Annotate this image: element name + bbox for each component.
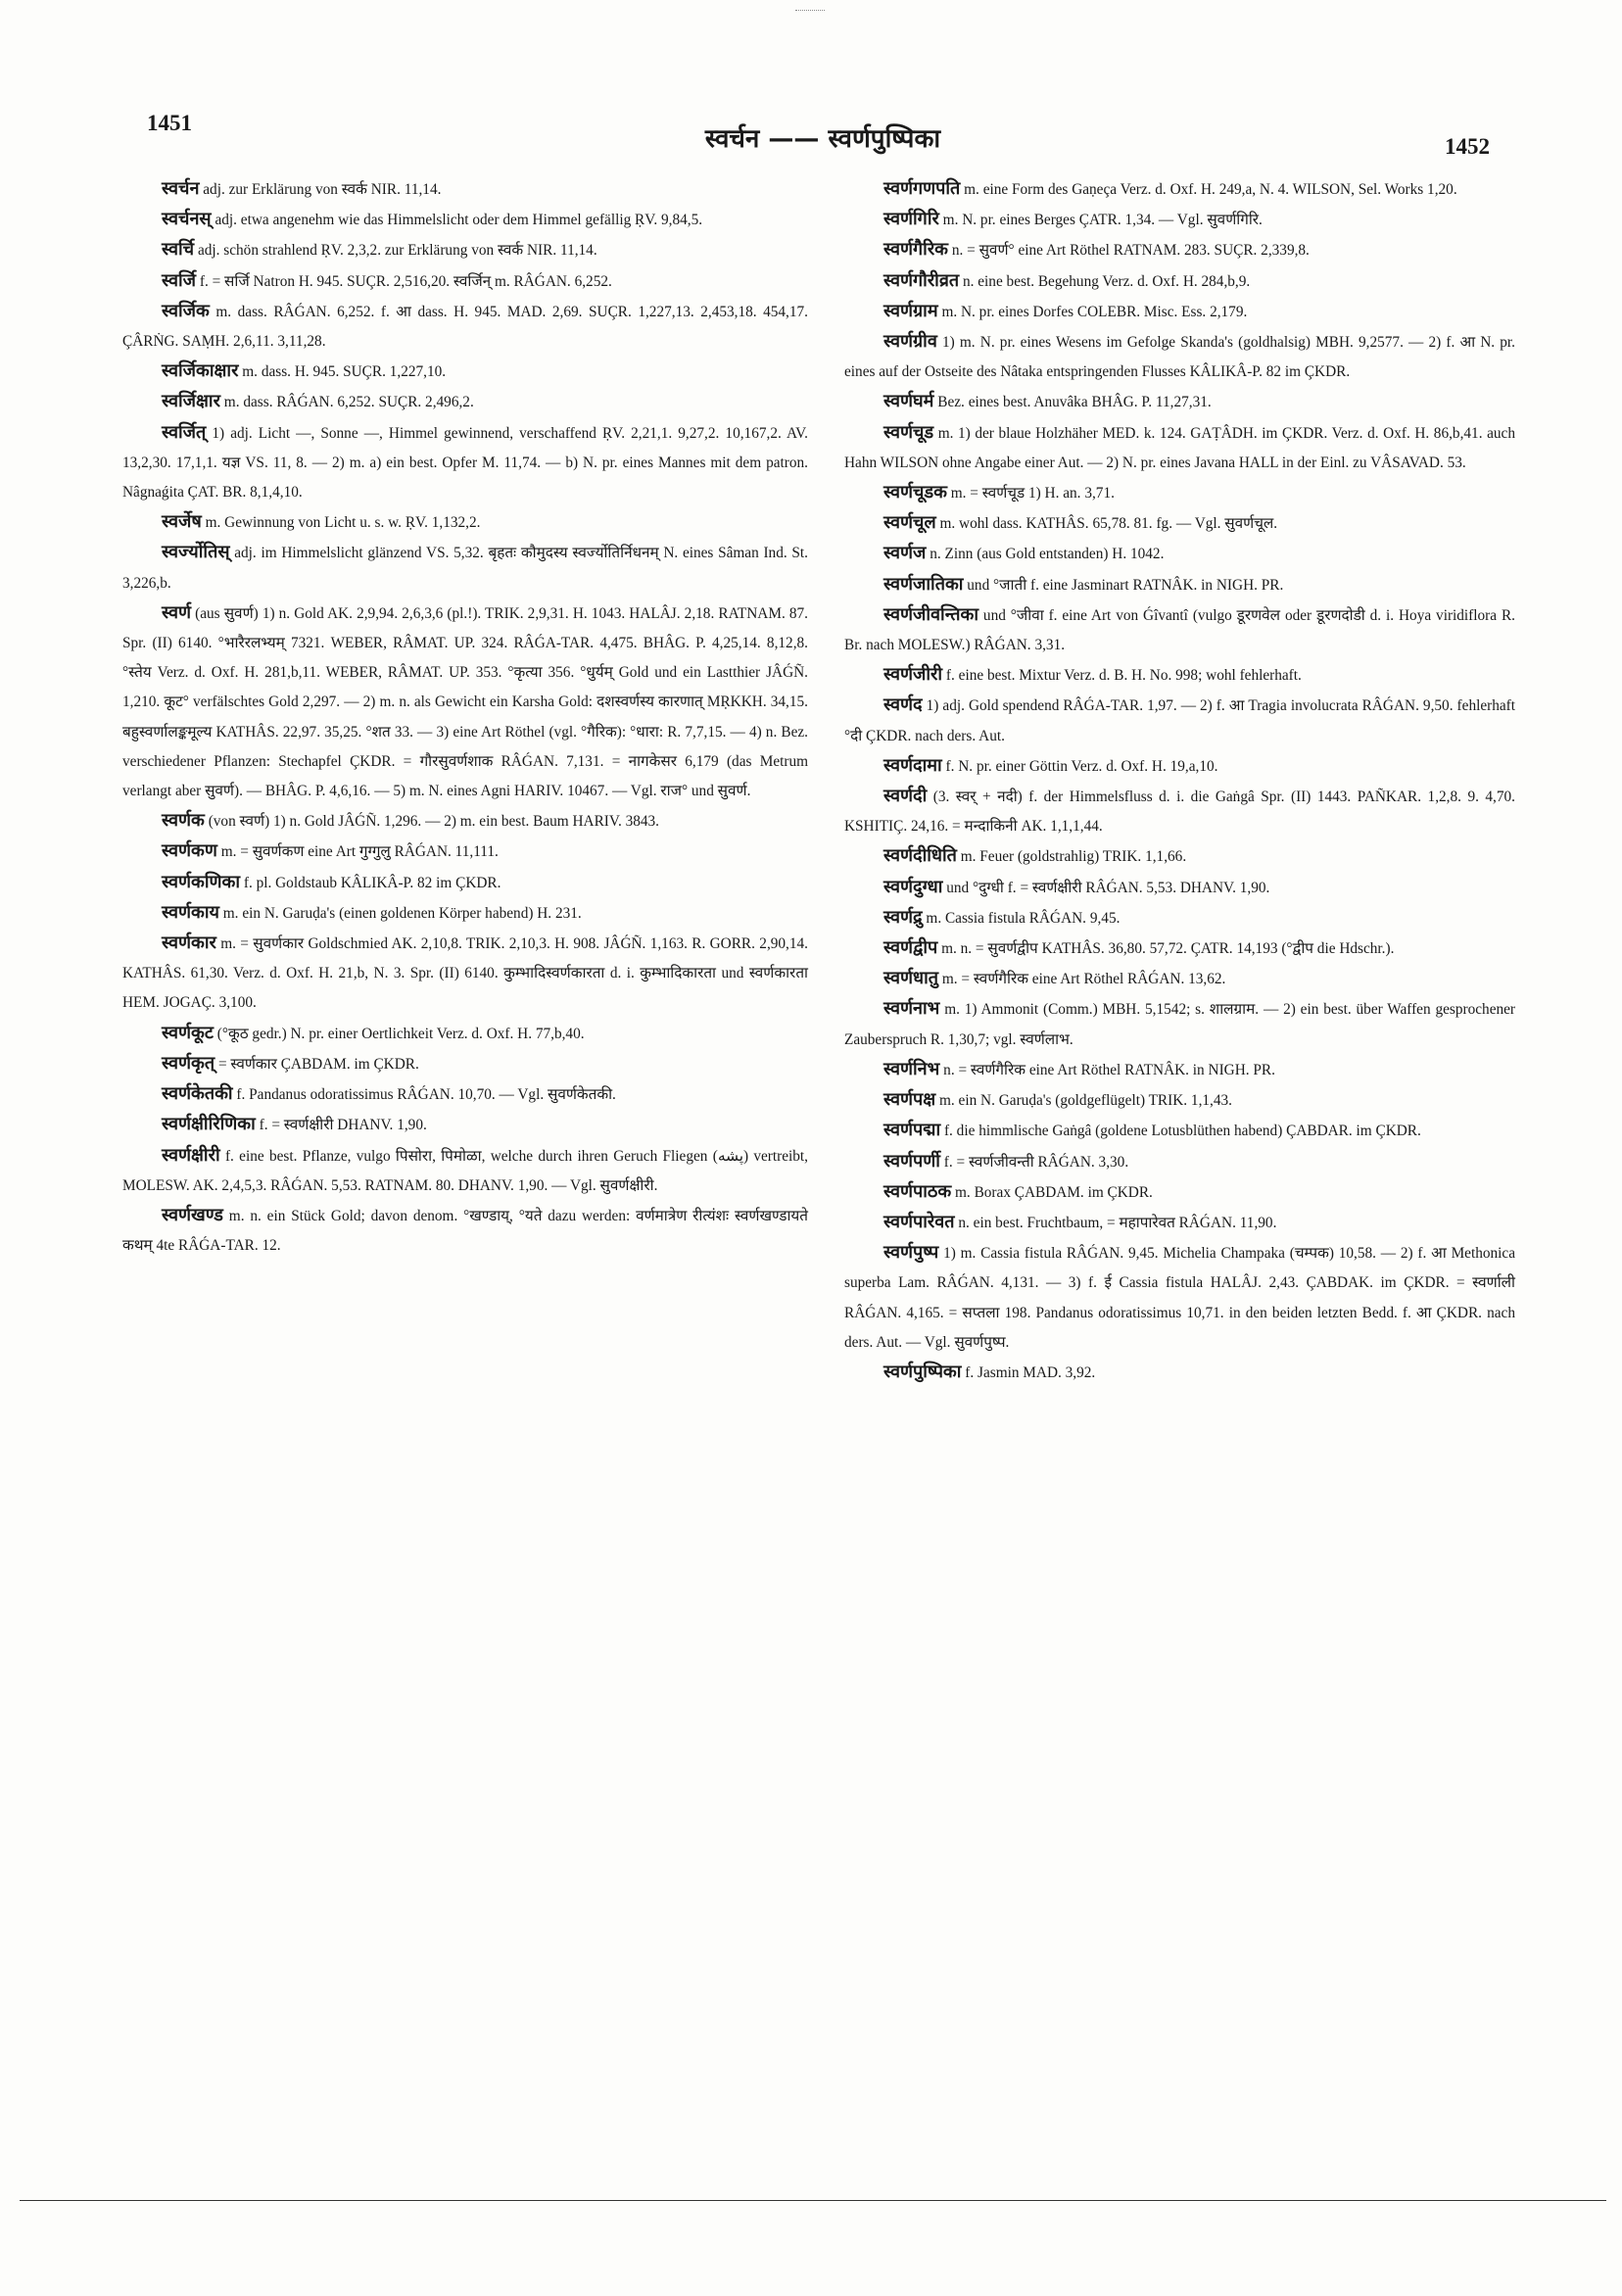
entry-definition: 1) adj. Licht —, Sonne —, Himmel gewinnend, verschaffend ṚV. 2,21,1. 9,27,2. 10,167,2. AV. 13,2,30. 17,1,1. यज्ञ VS. 11, 8. — 2) m. a) ein best. Opfer M. 11,74. — b) N. pr. eines Mannes mit dem patron. Nâgnaǵita ÇAT. BR. 8,1,4,10. [122,424,809,502]
entry-headword: स्वर्जेष [162,511,202,533]
entry-headword: स्वर्णदुग्धा [883,876,943,897]
entry-definition: m. Feuer (goldstrahlig) TRIK. 1,1,66. [960,848,1187,866]
entry-definition: und °जाती f. eine Jasminart RATNÂK. in NIGH. PR. [967,576,1284,594]
left-column [122,174,808,1261]
entry-headword: स्वर्णज [883,543,927,564]
entry-headword: स्वर्णग्रीव [883,331,937,353]
entry-definition: und °जीवा f. eine Art von Ǵîvantî (vulgo डूरणवेल oder डूरणदोडी d. i. Hoya viridiflora R. Br. nach MOLESW.) RÂǴAN. 3,31. [844,606,1515,654]
entry-headword: स्वर्णपुष्पिका [883,1361,962,1382]
entry-headword: स्वर्णजातिका [883,573,964,595]
entry-definition: f. die himmlische Gaṅgâ (goldene Lotusblüthen habend) ÇABDAR. im ÇKDR. [943,1123,1421,1140]
dictionary-entry [122,837,808,867]
entry-headword: स्वर्ज्योतिस् [162,542,230,563]
entry-headword: स्वर्जिक [162,300,210,321]
dictionary-entry [844,751,1515,782]
dictionary-entry [844,600,1515,660]
entry-headword: स्वर्णपर्णी [883,1150,940,1172]
entry-definition: f. = सर्जि Natron H. 945. SUÇR. 2,516,20. स्वर्जिन् m. RÂǴAN. 6,252. [199,272,612,290]
entry-definition: f. = स्वर्णजीवन्ती RÂǴAN. 3,30. [943,1153,1129,1171]
entry-headword: स्वर्णपद्मा [883,1120,941,1141]
entry-definition: adj. im Himmelslicht glänzend VS. 5,32. बृहतः कौमुदस्य स्वर्ज्योतिर्निधनम् N. eines Sâman Ind. St. 3,226,b. [122,545,808,592]
entry-headword: स्वर्णदामा [883,754,942,776]
entry-headword: स्वर्णगिरि [883,209,939,230]
dictionary-entry [122,507,808,538]
entry-headword: स्वर्णपुष्प [883,1242,939,1264]
entry-definition: m. = सुवर्णकण eine Art गुग्गुलु RÂǴAN. 11,111. [220,843,499,861]
entry-headword: स्वर्णजीवन्तिका [883,603,979,625]
dictionary-entry [844,387,1515,417]
entry-headword: स्वर्णद [883,694,923,716]
entry-definition: n. = स्वर्णगैरिक eine Art Röthel RATNÂK. in NIGH. PR. [943,1061,1275,1078]
entry-definition: (3. स्वर् + नदी) f. der Himmelsfluss d. i. die Gaṅgâ Spr. (II) 1443. PAÑKAR. 1,2,8. 9. 4,70. KSHITIÇ. 24,16. = मन्दाकिनी AK. 1,1,1,44. [844,789,1515,836]
footer-rule [20,2200,1606,2201]
dictionary-entry [122,1019,808,1049]
running-title: स्वर्चन —— स्वर्णपुष्पिका [704,124,941,154]
dictionary-entry [122,266,808,297]
dictionary-entry [844,478,1515,508]
dictionary-entry [122,898,808,929]
dictionary-entry [122,205,808,235]
entry-headword: स्वर्णकाय [162,901,219,923]
entry-definition: f. Pandanus odoratissimus RÂǴAN. 10,70. — Vgl. सुवर्णकेतकी. [236,1086,616,1104]
entry-definition: m. n. ein Stück Gold; davon denom. °खण्डाय्, °यते dazu werden: वर्णमात्रेण रीत्यंशः स्वर्णखण्डायते कथम् 4te RÂǴA-TAR. 12. [122,1207,809,1255]
right-column [844,174,1515,1388]
entry-definition: n. = सुवर्ण° eine Art Röthel RATNAM. 283. SUÇR. 2,339,8. [951,242,1310,260]
entry-definition: m. N. pr. eines Dorfes COLEBR. Misc. Ess. 2,179. [941,303,1248,320]
entry-headword: स्वर्णचूडक [883,482,947,503]
entry-headword: स्वर्णक [162,810,205,832]
entry-headword: स्वर्णग्राम [883,300,938,321]
entry-headword: स्वर्णघर्म [883,391,934,412]
page-number-right: 1452 [1445,134,1490,159]
dictionary-entry [844,933,1515,964]
entry-definition: adj. schön strahlend ṚV. 2,3,2. zur Erklärung von स्वर्क NIR. 11,14. [197,242,597,260]
dictionary-entry [844,508,1515,539]
entry-definition: m. = स्वर्णगैरिक eine Art Röthel RÂǴAN. 13,62. [941,971,1226,988]
entry-headword: स्वर्णक्षीरी [162,1144,220,1166]
entry-definition: m. dass. H. 945. SUÇR. 1,227,10. [242,363,447,381]
entry-headword: स्वर्णपारेवत [883,1211,955,1232]
dictionary-entry [844,327,1515,387]
entry-definition: m. = स्वर्णचूड 1) H. an. 3,71. [950,485,1115,502]
entry-headword: स्वर्णगौरीव्रत [883,269,960,291]
dictionary-entry [844,235,1515,265]
entry-headword: स्वर्णचूड [883,421,934,443]
dictionary-entry [844,1238,1515,1358]
entry-headword: स्वर्णखण्ड [162,1204,223,1225]
entry-definition: f. eine best. Mixtur Verz. d. B. H. No. 998; wohl fehlerhaft. [945,667,1302,685]
entry-definition: f. eine best. Pflanze, vulgo पिसोरा, पिमोळा, welche durch ihren Geruch Fliegen (پشه) vertreibt, MOLESW. AK. 2,4,5,3. RÂǴAN. 5,53. RATNAM. 80. DHANV. 1,90. — Vgl. सुवर्णक्षीरी. [122,1147,808,1194]
entry-definition: m. n. = सुवर्णद्वीप KATHÂS. 36,80. 57,72. ÇATR. 14,193 (°द्वीप die Hdschr.). [941,940,1395,958]
page-number-left: 1451 [147,111,192,135]
entry-headword: स्वर्णगैरिक [883,239,949,261]
dictionary-entry [122,538,808,598]
entry-definition: m. dass. RÂǴAN. 6,252. f. आ dass. H. 945. MAD. 2,69. SUÇR. 1,227,13. 2,453,18. 454,17. ÇÂRṄG. SAṂH. 2,6,11. 3,11,28. [122,303,808,351]
entry-headword: स्वर्णजीरी [883,664,943,686]
entry-definition: f. Jasmin MAD. 3,92. [965,1363,1096,1381]
entry-headword: स्वर्णकणिका [162,871,241,892]
entry-definition: (°कूठ gedr.) N. pr. einer Oertlichkeit Verz. d. Oxf. H. 77,b,40. [216,1025,585,1042]
entry-definition: n. ein best. Fruchtbaum, = महापारेवत RÂǴAN. 11,90. [958,1214,1277,1231]
dictionary-entry [122,929,808,1019]
entry-definition: f. N. pr. einer Göttin Verz. d. Oxf. H. 19,a,10. [945,757,1218,775]
entry-headword: स्वर्णकण [162,840,217,862]
entry-headword: स्वर्ण [162,601,192,623]
entry-headword: स्वर्जि [162,269,197,291]
entry-definition: m. 1) der blaue Holzhäher MED. k. 124. GAṬÂDH. im ÇKDR. Verz. d. Oxf. H. 86,b,41. auch Hahn WILSON ohne Angabe einer Aut. — 2) N. pr. eines Javana HALL in der Einl. zu VÂSAVAD. 53. [844,424,1515,471]
entry-headword: स्वर्णनाभ [883,998,940,1020]
dictionary-entry [122,598,808,806]
dictionary-entry [122,806,808,837]
entry-definition: (aus सुवर्ण) 1) n. Gold AK. 2,9,94. 2,6,3,6 (pl.!). TRIK. 2,9,31. H. 1043. HALÂJ. 2,18. RATNAM. 87. Spr. (II) 6140. °भारैरलभ्यम् 7321. WEBER, RÂMAT. UP. 324. RÂǴA-TAR. 4,475. BHÂG. P. 4,25,14. 8,12,8. °स्तेय Verz. d. Oxf. H. 281,b,11. WEBER, RÂMAT. UP. 353. °कृत्या 356. °धुर्यम् Gold und ein Lastthier JÂǴÑ. 1,210. कूट° verfälschtes Gold 2,297. — 2) m. n. als Gewicht ein Karsha Gold: दशस्वर्णस्य कारणात् MṚKKH. 34,15. बहुस्वर्णालङ्कमूल्य KATHÂS. 22,97. 35,25. °शत 33. — 3) eine Art Röthel (vgl. °गैरिक): °धारा: R. 7,7,15. — 4) n. Bez. verschiedener Pflanzen: Stechapfel ÇKDR. = गौरसुवर्णशाक RÂǴAN. 7,131. = नागकेसर 6,179 (das Metrum verlangt aber सुवर्ण). — BHÂG. P. 4,6,16. — 5) m. N. eines Agni HARIV. 10467. — Vgl. राज° und सुवर्ण. [122,604,808,800]
entry-definition: m. 1) Ammonit (Comm.) MBH. 5,1542; s. शालग्राम. — 2) ein best. über Waffen gesprochener Zauberspruch R. 1,30,7; vgl. स्वर्णलाभ. [844,1001,1516,1048]
entry-headword: स्वर्चन [162,178,200,199]
entry-headword: स्वर्णकेतकी [162,1083,233,1105]
entry-headword: स्वर्णधातु [883,968,939,989]
entry-headword: स्वर्जिकाक्षार [162,360,239,382]
dictionary-entry [844,873,1515,903]
entry-headword: स्वर्चि [162,239,195,261]
dictionary-entry [844,1147,1515,1177]
entry-definition: m. eine Form des Gaṇeça Verz. d. Oxf. H. 249,a, N. 4. WILSON, Sel. Works 1,20. [964,181,1457,198]
dictionary-entry [844,903,1515,933]
entry-definition: m. ein N. Garuḍa's (goldgeflügelt) TRIK. 1,1,43. [938,1092,1232,1110]
entry-headword: स्वर्णचूल [883,512,936,534]
dictionary-entry [122,868,808,898]
entry-definition: m. = सुवर्णकार Goldschmied AK. 2,10,8. TRIK. 2,10,3. H. 908. JÂǴÑ. 1,163. R. GORR. 2,90,14. KATHÂS. 61,30. Verz. d. Oxf. H. 21,b, N. 3. Spr. (II) 6140. कुम्भादिस्वर्णकारता d. i. कुम्भादिकारता und स्वर्णकारता HEM. JOGAÇ. 3,100. [122,935,809,1012]
dictionary-entry [844,691,1515,750]
entry-definition: n. Zinn (aus Gold entstanden) H. 1042. [930,546,1165,563]
entry-headword: स्वर्णगणपति [883,178,961,199]
entry-headword: स्वर्णकूट [162,1022,214,1043]
dictionary-entry [844,539,1515,569]
dictionary-entry [122,357,808,387]
entry-definition: m. ein N. Garuḍa's (einen goldenen Körper habend) H. 231. [222,904,582,922]
dictionary-entry [844,1085,1515,1116]
entry-headword: स्वर्णक्षीरिणिका [162,1114,256,1135]
dictionary-entry [122,1201,808,1261]
entry-headword: स्वर्णपक्ष [883,1089,936,1111]
dictionary-entry [122,1049,808,1079]
entry-definition: 1) m. Cassia fistula RÂǴAN. 9,45. Michelia Champaka (चम्पक) 10,58. — 2) f. आ Methonica superba Lam. RÂǴAN. 4,131. — 3) f. ई Cassia fistula HALÂJ. 2,43. ÇABDAK. im ÇKDR. = स्वर्णाली RÂǴAN. 4,165. = सप्तला 198. Pandanus odoratissimus 10,71. in den beiden letzten Bedd. f. आ ÇKDR. nach ders. Aut. — Vgl. सुवर्णपुष्प. [844,1245,1515,1351]
dictionary-entry [844,418,1515,478]
dictionary-entry [844,1055,1515,1085]
entry-definition: 1) m. N. pr. eines Wesens im Gefolge Skanda's (goldhalsig) MBH. 9,2577. — 2) f. आ N. pr. eines auf der Ostseite des Nâtaka entspringenden Flusses KÂLIKÂ-P. 82 im ÇKDR. [844,334,1515,381]
dictionary-entry [844,297,1515,327]
dictionary-entry [844,841,1515,872]
dictionary-entry [122,1141,808,1201]
entry-headword: स्वर्जिक्षार [162,391,220,412]
entry-definition: m. dass. RÂǴAN. 6,252. SUÇR. 2,496,2. [223,394,474,411]
dictionary-entry [844,1358,1515,1388]
entry-headword: स्वर्णकृत् [162,1052,215,1074]
entry-definition: m. Gewinnung von Licht u. s. w. ṚV. 1,132,2. [205,514,481,532]
dictionary-entry [122,418,808,508]
dictionary-entry [844,266,1515,297]
top-scan-mark [795,10,825,11]
dictionary-entry [844,1177,1515,1208]
entry-headword: स्वर्णद्रु [883,906,923,928]
dictionary-entry [844,205,1515,235]
entry-definition: adj. etwa angenehm wie das Himmelslicht oder dem Himmel gefällig ṚV. 9,84,5. [215,212,703,229]
entry-definition: m. Borax ÇABDAM. im ÇKDR. [955,1183,1153,1201]
entry-headword: स्वर्णद्वीप [883,937,938,959]
entry-definition: adj. zur Erklärung von स्वर्क NIR. 11,14. [203,181,442,198]
dictionary-entry [844,994,1515,1054]
entry-headword: स्वर्णकार [162,933,216,954]
dictionary-entry [122,297,808,357]
entry-definition: f. = स्वर्णक्षीरी DHANV. 1,90. [259,1117,427,1134]
entry-definition: f. pl. Goldstaub KÂLIKÂ-P. 82 im ÇKDR. [243,874,501,891]
entry-headword: स्वर्णनिभ [883,1058,940,1079]
entry-definition: (von स्वर्ण) 1) n. Gold JÂǴÑ. 1,296. — 2) m. ein best. Baum HARIV. 3843. [208,813,660,831]
entry-definition: = स्वर्णकार ÇABDAM. im ÇKDR. [217,1055,419,1073]
entry-headword: स्वर्णपाठक [883,1180,952,1202]
entry-definition: Bez. eines best. Anuvâka BHÂG. P. 11,27,31. [937,394,1212,411]
dictionary-entry [122,174,808,205]
entry-definition: m. wohl dass. KATHÂS. 65,78. 81. fg. — Vgl. सुवर्णचूल. [939,515,1278,533]
entry-definition: m. N. pr. eines Berges ÇATR. 1,34. — Vgl. सुवर्णगिरि. [942,212,1263,229]
dictionary-entry [844,570,1515,600]
dictionary-entry [122,235,808,265]
dictionary-entry [844,1116,1515,1146]
dictionary-entry [844,782,1515,841]
dictionary-entry [844,660,1515,691]
dictionary-entry [122,387,808,417]
entry-definition: n. eine best. Begehung Verz. d. Oxf. H. 284,b,9. [962,272,1251,290]
dictionary-entry [844,174,1515,205]
dictionary-entry [844,964,1515,994]
entry-headword: स्वर्जित् [162,421,207,443]
dictionary-entry [844,1208,1515,1238]
entry-definition: m. Cassia fistula RÂǴAN. 9,45. [926,909,1121,927]
entry-headword: स्वर्चनस् [162,209,212,230]
dictionary-entry [122,1110,808,1140]
entry-definition: und °दुग्धी f. = स्वर्णक्षीरी RÂǴAN. 5,53. DHANV. 1,90. [946,879,1270,896]
entry-definition: 1) adj. Gold spendend RÂǴA-TAR. 1,97. — 2) f. आ Tragia involucrata RÂǴAN. 9,50. fehlerhaft °दी ÇKDR. nach ders. Aut. [844,697,1516,744]
entry-headword: स्वर्णदीधिति [883,845,957,867]
dictionary-entry [122,1079,808,1110]
entry-headword: स्वर्णदी [883,786,928,807]
